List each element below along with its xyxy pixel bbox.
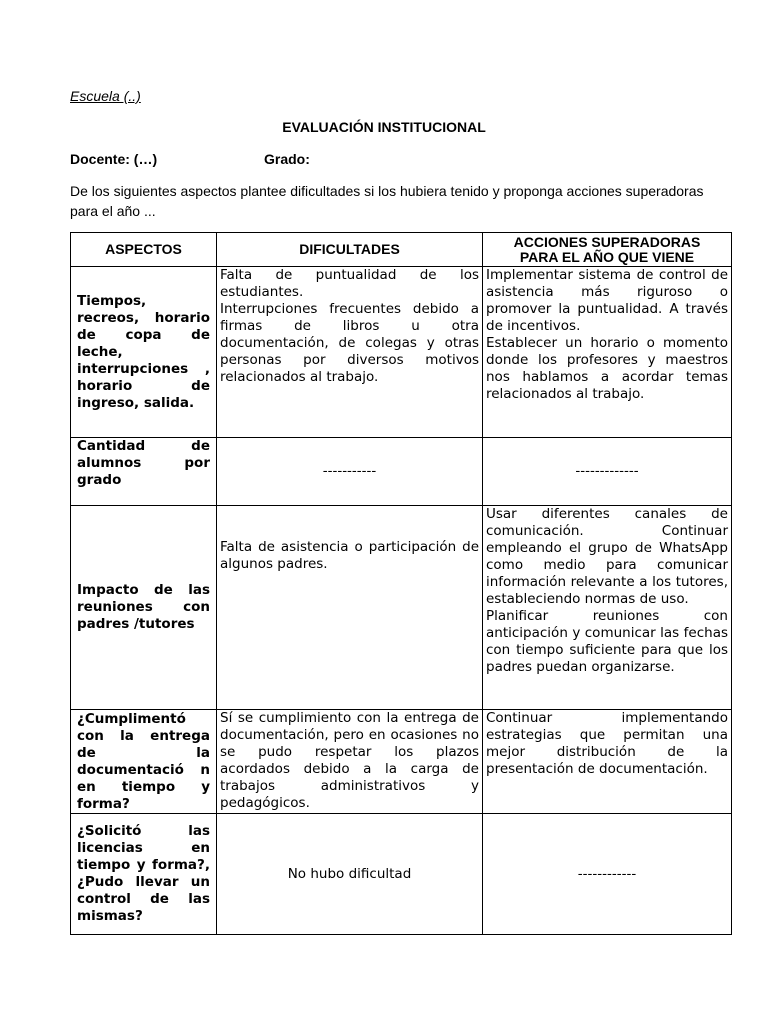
table-row — [71, 506, 732, 710]
header-acciones-line2: PARA EL AÑO QUE VIENE — [519, 248, 695, 265]
accion-text: Planificar reuniones con anticipación y comunicar las fechas con tiempo suficiente para que los padres puedan organizarse. — [486, 608, 728, 675]
acciones-cell — [483, 506, 732, 710]
header-dificultades: DIFICULTADES — [217, 233, 483, 267]
table-row — [71, 267, 732, 438]
table-row — [71, 814, 732, 935]
acciones-cell — [483, 710, 732, 814]
header-aspectos: ASPECTOS — [71, 233, 217, 267]
dificultad-text: Falta de asistencia o participación de algunos padres. — [220, 539, 479, 572]
aspecto-cell: Cantidad de alumnos por grado — [71, 438, 217, 506]
dificultad-text: Falta de puntualidad de los estudiantes. — [220, 267, 479, 300]
table-row — [71, 710, 732, 814]
aspecto-cell: ¿Cumplimentó con la entrega de la documentació n en tiempo y forma? — [71, 710, 217, 814]
aspecto-cell: ¿Solicitó las licencias en tiempo y forma?, ¿Pudo llevar un control de las mismas? — [71, 814, 217, 935]
acciones-cell — [483, 267, 732, 438]
intro-paragraph: De los siguientes aspectos plantee dificultades si los hubiera tenido y proponga acciones superadoras para el año ... — [70, 183, 704, 219]
docente-label: Docente: (…) — [70, 151, 158, 167]
dificultades-cell: ----------- — [217, 438, 483, 506]
accion-text: Continuar implementando estrategias que permitan una mejor distribución de la presentación de documentación. — [486, 710, 728, 777]
accion-text: Usar diferentes canales de comunicación. Continuar empleando el grupo de WhatsApp como medio para comunicar información relevante a los tutores, estableciendo normas de uso. — [486, 506, 728, 607]
dificultad-text: Sí se cumplimiento con la entrega de documentación, pero en ocasiones no se pudo respetar los plazos acordados debido a la carga de trabajos administrativos y pedagógicos. — [220, 710, 479, 811]
table-header-row — [71, 233, 732, 267]
aspecto-cell: Tiempos, recreos, horario de copa de leche, interrupciones , horario de ingreso, salida. — [71, 267, 217, 438]
grado-label: Grado: — [264, 151, 310, 167]
dificultades-cell — [217, 506, 483, 710]
dificultades-cell: No hubo dificultad — [217, 814, 483, 935]
dificultades-cell — [217, 267, 483, 438]
table-row — [71, 438, 732, 506]
accion-text: Establecer un horario o momento donde los profesores y maestros nos hablamos a acordar temas relacionados al trabajo. — [486, 335, 728, 402]
acciones-cell: ------------- — [483, 438, 732, 506]
aspecto-cell: Impacto de las reuniones con padres /tutores — [71, 506, 217, 710]
document-title: EVALUACIÓN INSTITUCIONAL — [282, 119, 486, 135]
accion-text: Implementar sistema de control de asistencia más riguroso o promover la puntualidad. A través de incentivos. — [486, 267, 728, 334]
dificultades-cell — [217, 710, 483, 814]
header-acciones-line1: ACCIONES SUPERADORAS — [513, 233, 701, 250]
acciones-cell: ------------ — [483, 814, 732, 935]
header-acciones — [483, 233, 732, 267]
dificultad-text: Interrupciones frecuentes debido a firmas de libros u otra documentación, de colegas y otras personas por diversos motivos relacionados al trabajo. — [220, 301, 479, 385]
evaluation-table — [70, 232, 732, 935]
school-name: Escuela (..) — [70, 88, 141, 104]
